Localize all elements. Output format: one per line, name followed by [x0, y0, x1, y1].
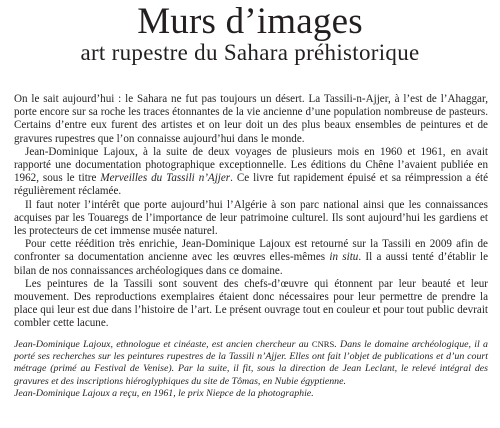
- book-subtitle: art rupestre du Sahara préhistorique: [80, 40, 420, 65]
- paragraph-text: . Ce livre fut rapidement épuisé et sa réimpression a été régulièrement réclamée.: [14, 172, 489, 198]
- blurb-paragraph-5: Les peintures de la Tassili sont souvent des chefs-d’œuvre qui étonnent par leur beauté et leur mouvement. Des reproductions exemplaires étaient donc nécessaires pour leur permettre de prendre la place qui leur est due dans l’histoire de l’art. Le présent ouvrage tout en couleur et pour tout public devrait combler cette lacune.: [14, 277, 488, 330]
- bio-text: Jean-Dominique Lajoux, ethnologue et cinéaste, est ancien chercheur au: [14, 339, 312, 350]
- blurb-text: [14, 93, 488, 331]
- blurb-paragraph-1: On le sait aujourd’hui : le Sahara ne fut pas toujours un désert. La Tassili-n-Ajjer, à l’est de l’Ahaggar, porte encore sur sa roche les traces étonnantes de la vie ancienne d’une population nombreuse de pasteurs. Certains d’entre eux furent des artistes et on leur doit un des plus beaux ensembles de peintures et de gravures rupestres que l’on connaisse aujourd’hui dans le monde.: [14, 93, 488, 145]
- paragraph-text: Pour cette réédition très enrichie, Jean-Dominique Lajoux est retourné sur la Tassili en 2009 afin de confronter sa documentation ancienne avec les œuvres elles-mêmes: [14, 238, 488, 264]
- book-reference-title: Merveilles du Tassili n’Ajjer: [100, 172, 231, 185]
- bio-text: . Dans le domaine archéologique, il a porté ses recherches sur les peintures rupestres de la Tassili n’Ajjer. Elles ont fait l’objet de publications et d’un court métrage (primé au Festival de Venise). Par la suite, il fit, sous la direction de Jean Leclant, le relevé intégral des gravures et des inscriptions hiéroglyphiques du site de Tômas, en Nubie égyptienne.: [14, 339, 488, 387]
- author-bio: [14, 338, 488, 400]
- blurb-paragraph-3: Il faut noter l’intérêt que porte aujourd’hui l’Algérie à son parc national ainsi que les connaissances acquises par les Touaregs de l’importance de leur patrimoine culturel. Ils sont aujourd’hui les gardiens et les protecteurs de cet immense musée naturel.: [14, 198, 488, 238]
- cnrs-acronym: CNRS: [311, 339, 335, 349]
- book-title: Murs d’images: [137, 1, 363, 42]
- paragraph-text: Jean-Dominique Lajoux, à la suite de deux voyages de plusieurs mois en 1960 et 1961, en avait rapporté une documentation photographique exceptionnelle. Les éditions du Chêne l’avaient publiée en 1962, sous le titre: [14, 145, 488, 185]
- paragraph-text: . Il a aussi tenté d’établir le bilan de nos connaissances archéologiques dans ce domaine.: [14, 251, 488, 277]
- latin-phrase: in situ: [329, 251, 359, 264]
- blurb-paragraph-4: [14, 238, 488, 278]
- author-bio-paragraph: [14, 338, 488, 388]
- author-award-line: Jean-Dominique Lajoux a reçu, en 1961, le prix Niepce de la photographie.: [14, 387, 314, 399]
- blurb-paragraph-2: [14, 146, 488, 199]
